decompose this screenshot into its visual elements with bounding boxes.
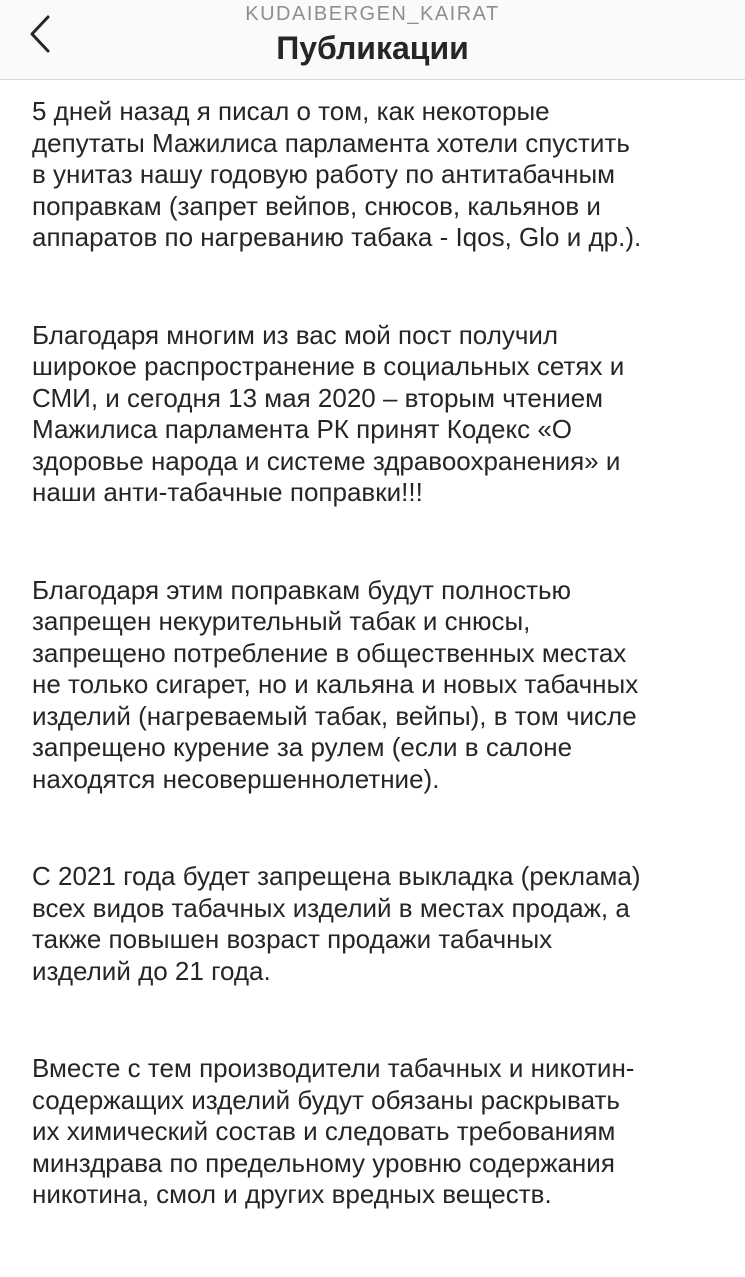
profile-username[interactable]: KUDAIBERGEN_KAIRAT: [245, 3, 500, 25]
caption-paragraph-2: Благодаря многим из вас мой пост получил широкое распространение в социальных сетях и СМИ, и сегодня 13 мая 2020 – вторым чтением Мажилиса парламента РК принят Кодекс «О здоровье народа и системе здравоохранения» и наши анти-табачные поправки!!!: [32, 319, 625, 507]
top-nav-bar: [0, 0, 745, 80]
caption-paragraph-1: 5 дней назад я писал о том, как некоторые депутаты Мажилиса парламента хотели спустить в унитаз нашу годовую работу по антитабачным поправкам (запрет вейпов, снюсов, кальянов и аппаратов по нагреванию табака - Iqos, Glo и др.).: [32, 96, 642, 252]
caption-paragraph-3: Благодаря этим поправкам будут полностью запрещен некурительный табак и снюсы, запрещено потребление в общественных местах не только сигарет, но и кальяна и новых табачных изделий (нагреваемый табак, вейпы), в том числе запрещено курение за рулем (если в салоне находятся несовершеннолетние).: [32, 574, 639, 794]
caption-paragraph-4: С 2021 года будет запрещена выкладка (реклама) всех видов табачных изделий в местах продаж, а также повышен возраст продажи табачных изделий до 21 года.: [32, 861, 641, 986]
caption-paragraph-5: Вместе с тем производители табачных и никотин- содержащих изделий будут обязаны раскрывать их химический состав и следовать требованиям минздрава по предельному уровню содержания никотина, смол и других вредных веществ.: [32, 1053, 635, 1209]
post-caption: [32, 96, 722, 1277]
page-title: Публикации: [276, 30, 469, 66]
